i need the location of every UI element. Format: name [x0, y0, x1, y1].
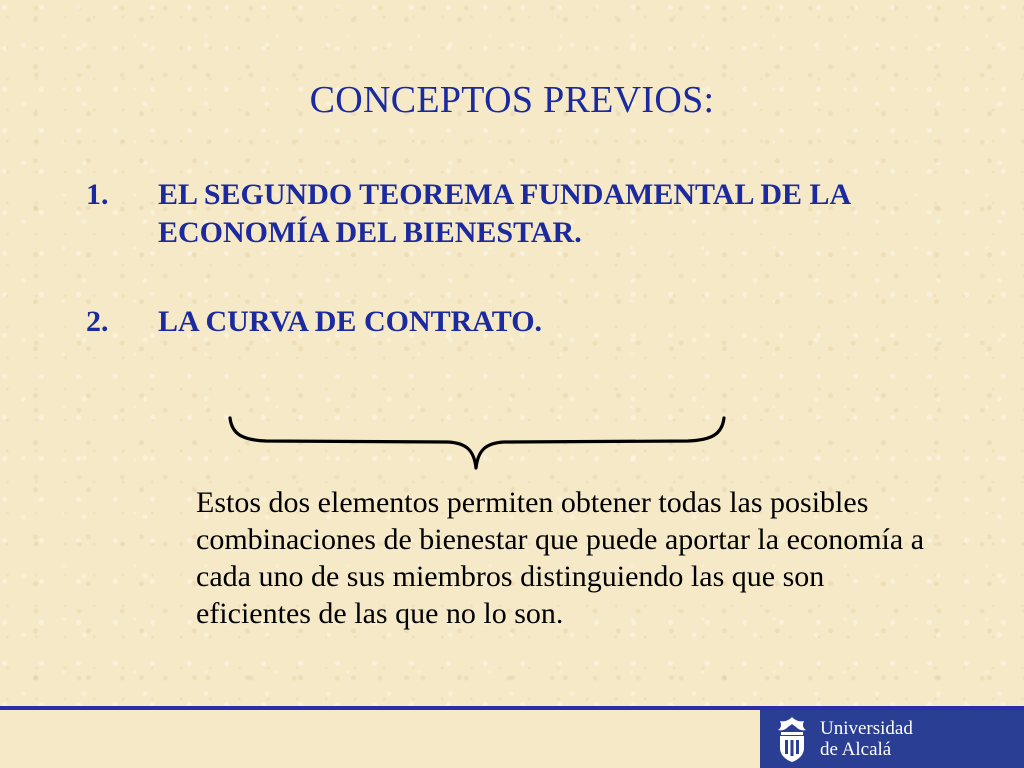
list-item-number: 1. — [86, 178, 109, 211]
list-item-number: 2. — [86, 305, 109, 338]
university-logo-text — [820, 718, 913, 760]
university-crest-icon — [770, 714, 814, 764]
body-paragraph: Estos dos elementos permiten obtener todas las posibles combinaciones de bienestar que puede aportar la economía a cada uno de sus miembros distinguiendo las que son eficientes de las que no lo son. — [196, 486, 925, 630]
list-item-2 — [86, 303, 946, 341]
university-logo — [760, 710, 1024, 768]
list-item-1 — [86, 176, 946, 252]
curly-brace-icon — [226, 412, 730, 474]
slide-title: CONCEPTOS PREVIOS: — [309, 79, 715, 121]
list-item-text: LA CURVA DE CONTRATO. — [158, 305, 543, 338]
list-item-text: EL SEGUNDO TEOREMA FUNDAMENTAL DE LA ECONOMÍA DEL BIENESTAR. — [158, 178, 850, 249]
logo-line-2: de Alcalá — [820, 739, 892, 760]
logo-line-1: Universidad — [820, 718, 913, 739]
